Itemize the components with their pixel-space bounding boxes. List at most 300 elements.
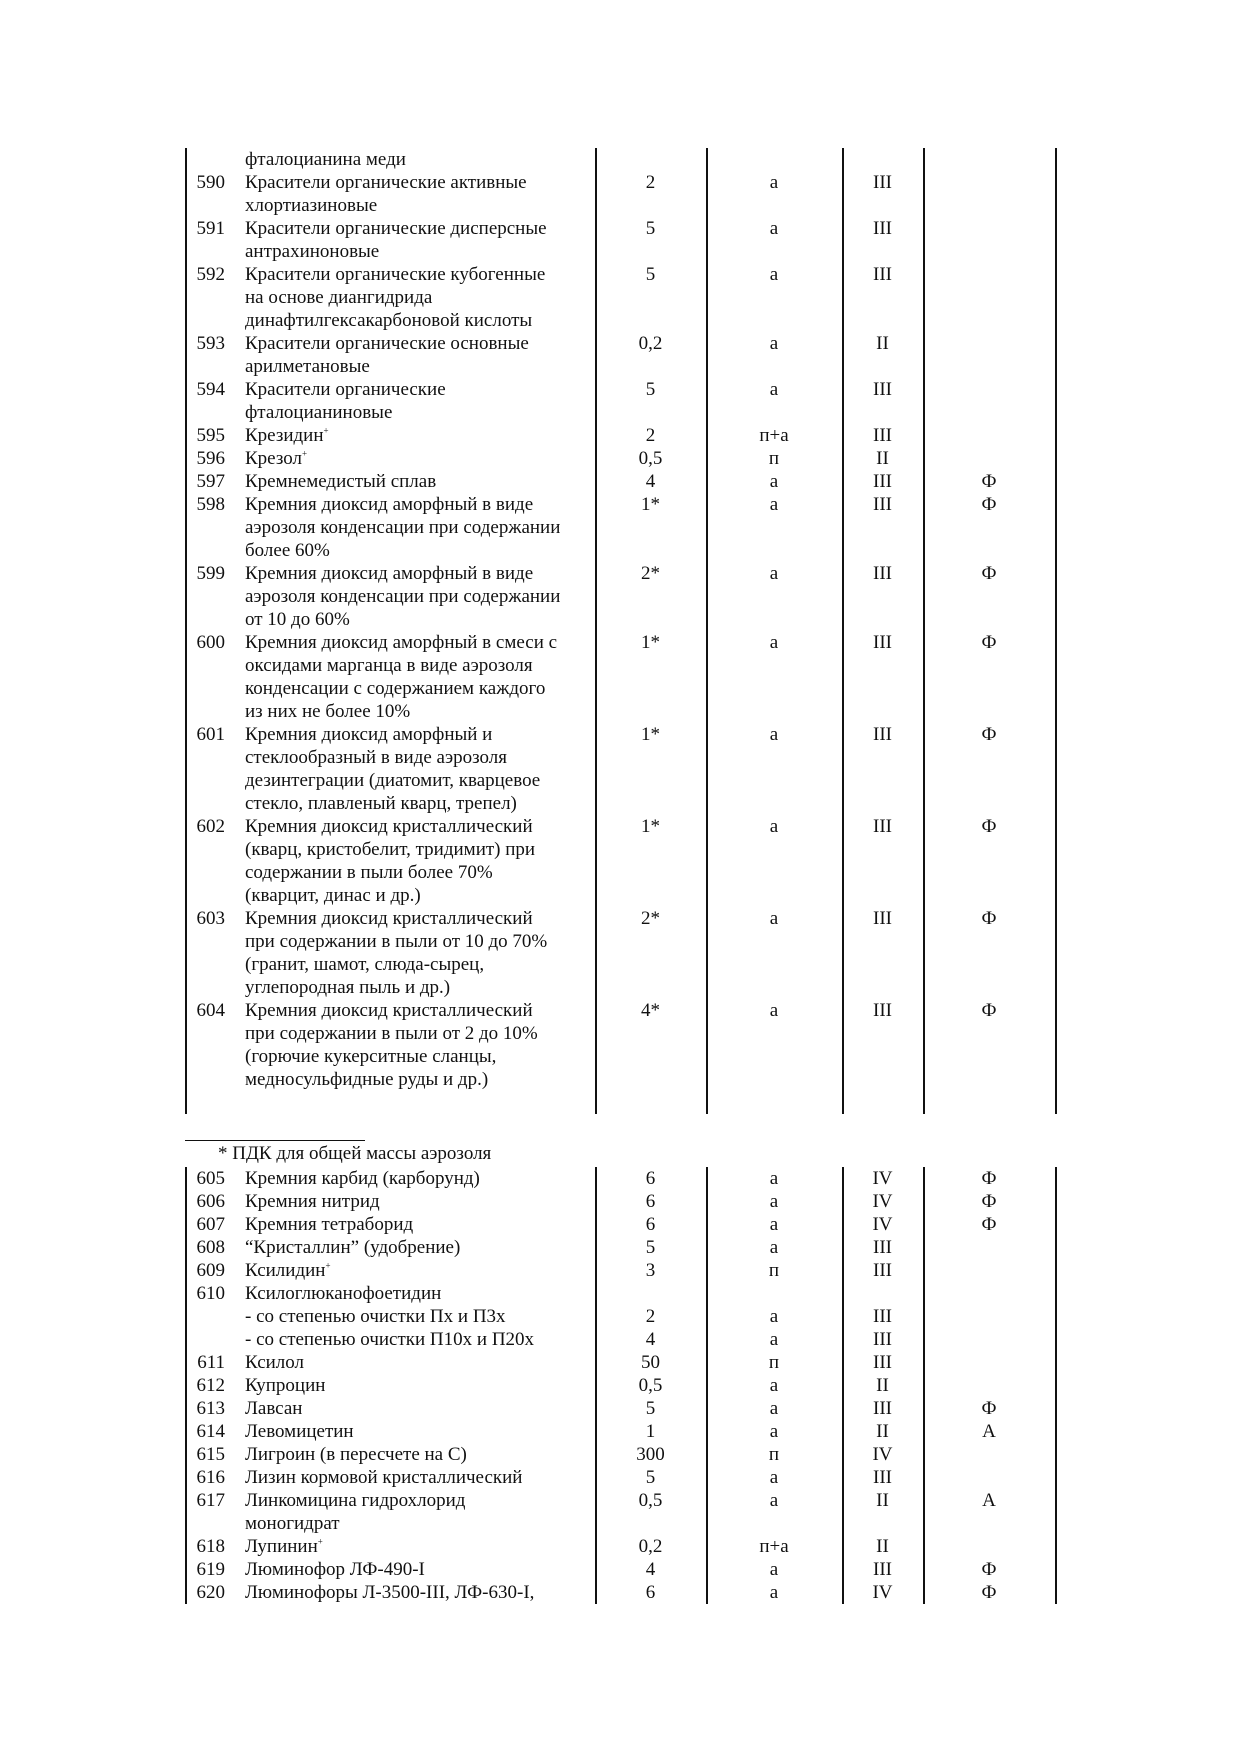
row-number: 611 xyxy=(197,1352,225,1373)
hazard-class: III xyxy=(873,425,892,446)
table-row xyxy=(185,263,1062,332)
effect-feature xyxy=(923,1443,1055,1466)
aggregate-state xyxy=(706,1282,842,1305)
aggregate-state: а xyxy=(769,471,779,492)
substance-name-line: Красители органические дисперсные xyxy=(245,218,547,239)
substance-name-line: Кремния диоксид кристаллический xyxy=(245,1000,533,1021)
hazard-class: III xyxy=(873,1467,892,1488)
effect-feature xyxy=(923,263,1055,332)
row-number: 616 xyxy=(196,1467,225,1488)
effect-feature xyxy=(923,1466,1055,1489)
row-number: 594 xyxy=(196,379,225,400)
aggregate-state: а xyxy=(769,218,779,239)
hazard-class: III xyxy=(873,632,892,653)
substance-name xyxy=(235,907,595,999)
table-row xyxy=(185,723,1062,815)
hazard-class: IV xyxy=(872,1582,893,1603)
substance-name-line: (кварцит, динас и др.) xyxy=(245,885,421,906)
substance-name-line: Красители органические кубогенные xyxy=(245,264,546,285)
row-number: 609 xyxy=(196,1260,225,1281)
row-number: 596 xyxy=(196,448,225,469)
table-row xyxy=(185,1351,1062,1374)
table-row xyxy=(185,1581,1062,1604)
column-divider xyxy=(706,1167,708,1604)
table-row xyxy=(185,1305,1062,1328)
substance-name-line: Кремния диоксид аморфный в виде xyxy=(245,494,534,515)
substance-name xyxy=(235,1213,595,1236)
substance-name-line: Кремния диоксид аморфный в смеси с xyxy=(245,632,558,653)
effect-feature xyxy=(923,1236,1055,1259)
effect-feature: А xyxy=(982,1490,996,1511)
hazard-class xyxy=(842,148,923,171)
substance-name xyxy=(235,1190,595,1213)
row-number: 620 xyxy=(196,1582,225,1603)
footnote-rule xyxy=(185,1140,365,1141)
effect-feature xyxy=(923,1351,1055,1374)
pdk-value: 0,2 xyxy=(638,1536,663,1557)
row-number: 597 xyxy=(196,471,225,492)
substance-name-line: Красители органические активные xyxy=(245,172,527,193)
aggregate-state: п xyxy=(768,1352,780,1373)
row-number: 606 xyxy=(196,1191,225,1212)
column-divider xyxy=(923,1167,925,1604)
substance-name xyxy=(235,1305,595,1328)
substance-name xyxy=(235,631,595,723)
effect-feature xyxy=(923,1328,1055,1351)
substance-name-line: Лизин кормовой кристаллический xyxy=(245,1467,523,1488)
column-divider xyxy=(842,148,844,1114)
superscript-mark: + xyxy=(317,1536,323,1547)
pdk-value: 0,2 xyxy=(638,333,663,354)
hazard-class: III xyxy=(873,471,892,492)
row-number: 602 xyxy=(196,816,225,837)
substance-name-line: аэрозоля конденсации при содержании xyxy=(245,586,561,607)
table-row xyxy=(185,1213,1062,1236)
table-row xyxy=(185,171,1062,217)
substance-name-line: Кремния диоксид аморфный и xyxy=(245,724,493,745)
aggregate-state: а xyxy=(769,1582,779,1603)
substance-name-line: Лавсан xyxy=(245,1398,303,1419)
table-row xyxy=(185,1374,1062,1397)
table-row xyxy=(185,1236,1062,1259)
substance-name xyxy=(235,815,595,907)
effect-feature: А xyxy=(982,1421,996,1442)
superscript-mark: + xyxy=(301,448,308,459)
aggregate-state: а xyxy=(769,1237,779,1258)
row-number: 592 xyxy=(196,264,225,285)
hazard-class: II xyxy=(876,1490,889,1511)
hazard-class: III xyxy=(873,1000,892,1021)
pdk-value: 4 xyxy=(645,1329,656,1350)
table-row xyxy=(185,1328,1062,1351)
substance-name xyxy=(235,1167,595,1190)
row-number xyxy=(185,148,235,171)
hazard-class: IV xyxy=(872,1191,893,1212)
row-number xyxy=(185,1328,235,1351)
substance-name xyxy=(235,263,595,332)
pdk-value: 1* xyxy=(641,632,660,653)
substance-name-line: на основе диангидрида xyxy=(245,287,433,308)
aggregate-state: п xyxy=(768,1444,780,1465)
table-border-right xyxy=(1055,148,1057,1114)
effect-feature: Ф xyxy=(981,1168,997,1189)
column-divider xyxy=(706,148,708,1114)
effect-feature: Ф xyxy=(981,1559,997,1580)
table-row xyxy=(185,470,1062,493)
row-number: 598 xyxy=(196,494,225,515)
effect-feature: Ф xyxy=(981,471,997,492)
table-row xyxy=(185,1397,1062,1420)
substance-name-line: Люминофор ЛФ-490-I xyxy=(245,1559,425,1580)
pdk-value: 6 xyxy=(645,1191,656,1212)
hazard-class: II xyxy=(876,333,889,354)
hazard-class: IV xyxy=(872,1444,893,1465)
effect-feature xyxy=(923,217,1055,263)
column-divider xyxy=(595,148,597,1114)
substance-name-line: Кремнемедистый сплав xyxy=(245,471,437,492)
substance-name-line: Ксилоглюканофоетидин xyxy=(245,1283,442,1304)
aggregate-state: а xyxy=(769,724,779,745)
substance-name-line: Кремния диоксид кристаллический xyxy=(245,908,533,929)
row-number: 599 xyxy=(196,563,225,584)
pdk-value: 4 xyxy=(645,471,656,492)
effect-feature: Ф xyxy=(981,908,997,929)
aggregate-state: а xyxy=(769,1467,779,1488)
effect-feature: Ф xyxy=(981,1000,997,1021)
aggregate-state: а xyxy=(769,1306,779,1327)
substance-name xyxy=(235,1282,595,1305)
substance-name xyxy=(235,1466,595,1489)
effect-feature: Ф xyxy=(981,724,997,745)
pdk-value: 6 xyxy=(645,1582,656,1603)
pdk-value: 4* xyxy=(641,1000,660,1021)
hazard-class: III xyxy=(873,1260,892,1281)
pdk-value: 5 xyxy=(645,1237,656,1258)
aggregate-state: а xyxy=(769,1168,779,1189)
pdk-value: 5 xyxy=(645,1398,656,1419)
substance-name-line: моногидрат xyxy=(245,1513,340,1534)
hazard-class: III xyxy=(873,563,892,584)
aggregate-state: а xyxy=(769,1559,779,1580)
row-number: 618 xyxy=(196,1536,225,1557)
substance-name xyxy=(235,723,595,815)
aggregate-state xyxy=(706,148,842,171)
substance-name xyxy=(235,1397,595,1420)
pdk-value xyxy=(595,148,706,171)
row-number: 610 xyxy=(196,1283,225,1304)
hazard-class: III xyxy=(873,1398,892,1419)
hazard-class: IV xyxy=(872,1168,893,1189)
effect-feature: Ф xyxy=(981,563,997,584)
hazard-class: III xyxy=(873,172,892,193)
substance-name xyxy=(235,470,595,493)
pdk-value: 6 xyxy=(645,1214,656,1235)
row-number: 608 xyxy=(196,1237,225,1258)
substance-name-line: Линкомицина гидрохлорид xyxy=(245,1490,466,1511)
substance-name-line: Левомицетин xyxy=(245,1421,354,1442)
table-row xyxy=(185,1466,1062,1489)
effect-feature xyxy=(923,1374,1055,1397)
substance-name-line: фталоцианина меди xyxy=(245,149,406,170)
pdk-value: 0,5 xyxy=(638,448,663,469)
aggregate-state: а xyxy=(769,494,779,515)
table-row xyxy=(185,631,1062,723)
substance-name xyxy=(235,148,595,171)
effect-feature: Ф xyxy=(981,1398,997,1419)
effect-feature xyxy=(923,447,1055,470)
pdk-value: 5 xyxy=(645,218,656,239)
substance-name xyxy=(235,1535,595,1558)
row-number: 595 xyxy=(196,425,225,446)
substance-name-line: Красители органические основные xyxy=(245,333,529,354)
hazard-class: III xyxy=(873,1306,892,1327)
substance-name-line: Кремния тетраборид xyxy=(245,1214,414,1235)
effect-feature xyxy=(923,1535,1055,1558)
substance-name-line: Крезидин+ xyxy=(245,425,329,446)
row-number xyxy=(185,1305,235,1328)
hazard-class: IV xyxy=(872,1214,893,1235)
table-row xyxy=(185,217,1062,263)
effect-feature xyxy=(923,1305,1055,1328)
superscript-mark: + xyxy=(323,425,329,436)
table-row xyxy=(185,378,1062,424)
hazard-class: II xyxy=(876,1536,889,1557)
effect-feature xyxy=(923,171,1055,217)
substance-name xyxy=(235,1351,595,1374)
table-row xyxy=(185,1167,1062,1190)
effect-feature xyxy=(923,424,1055,447)
substance-name xyxy=(235,171,595,217)
substance-name-line: Ксилидин+ xyxy=(245,1260,331,1281)
hazard-class: II xyxy=(876,448,889,469)
effect-feature xyxy=(923,332,1055,378)
substance-name xyxy=(235,999,595,1091)
substance-name xyxy=(235,1443,595,1466)
pdk-value xyxy=(595,1282,706,1305)
substance-name-line: (кварц, кристобелит, тридимит) при xyxy=(245,839,536,860)
substance-name-line: Кремния карбид (карборунд) xyxy=(245,1168,480,1189)
substance-name xyxy=(235,1489,595,1535)
table-row xyxy=(185,1489,1062,1535)
aggregate-state: п+а xyxy=(759,1536,789,1557)
pdk-value: 5 xyxy=(645,1467,656,1488)
aggregate-state: а xyxy=(769,1000,779,1021)
substance-name-line: (горючие кукерситные сланцы, xyxy=(245,1046,497,1067)
table-row xyxy=(185,999,1062,1091)
hazard-class: III xyxy=(873,264,892,285)
aggregate-state: а xyxy=(769,379,779,400)
hazard-class: III xyxy=(873,494,892,515)
effect-feature xyxy=(923,1259,1055,1282)
pdk-value: 3 xyxy=(645,1260,656,1281)
pdk-value: 2 xyxy=(645,1306,656,1327)
hazard-class: III xyxy=(873,908,892,929)
aggregate-state: а xyxy=(769,908,779,929)
column-divider xyxy=(923,148,925,1114)
pdk-value: 5 xyxy=(645,264,656,285)
table-row xyxy=(185,907,1062,999)
table-row xyxy=(185,1443,1062,1466)
substance-name-line: конденсации с содержанием каждого xyxy=(245,678,546,699)
superscript-mark: + xyxy=(325,1260,331,1271)
row-number: 601 xyxy=(196,724,225,745)
table-row xyxy=(185,1420,1062,1443)
aggregate-state: а xyxy=(769,333,779,354)
aggregate-state: а xyxy=(769,1375,779,1396)
row-number: 615 xyxy=(196,1444,225,1465)
substance-name xyxy=(235,562,595,631)
substance-table-part-1 xyxy=(185,148,1062,1114)
hazard-class: III xyxy=(873,816,892,837)
substance-name-line: от 10 до 60% xyxy=(245,609,350,630)
table-row xyxy=(185,332,1062,378)
substance-name xyxy=(235,332,595,378)
substance-name-line: антрахиноновые xyxy=(245,241,380,262)
substance-name xyxy=(235,1581,595,1604)
substance-name-line: Кремния диоксид кристаллический xyxy=(245,816,533,837)
substance-name xyxy=(235,447,595,470)
column-divider xyxy=(842,1167,844,1604)
aggregate-state: а xyxy=(769,264,779,285)
substance-name xyxy=(235,1236,595,1259)
substance-name xyxy=(235,1420,595,1443)
table-row xyxy=(185,1190,1062,1213)
substance-name-line: при содержании в пыли от 10 до 70% xyxy=(245,931,548,952)
hazard-class xyxy=(842,1282,923,1305)
table-row xyxy=(185,562,1062,631)
substance-name-line: Кремния нитрид xyxy=(245,1191,380,1212)
aggregate-state: а xyxy=(769,1191,779,1212)
substance-name-line: при содержании в пыли от 2 до 10% xyxy=(245,1023,538,1044)
pdk-value: 1* xyxy=(641,816,660,837)
substance-name-line: более 60% xyxy=(245,540,330,561)
substance-name-line: Крезол+ xyxy=(245,448,308,469)
pdk-value: 2 xyxy=(645,172,656,193)
substance-name-line: дезинтеграции (диатомит, кварцевое xyxy=(245,770,541,791)
table-row xyxy=(185,493,1062,562)
row-number: 593 xyxy=(196,333,225,354)
substance-name-line: содержании в пыли более 70% xyxy=(245,862,493,883)
row-number: 614 xyxy=(196,1421,225,1442)
substance-name xyxy=(235,493,595,562)
pdk-value: 0,5 xyxy=(638,1375,663,1396)
aggregate-state: а xyxy=(769,1421,779,1442)
hazard-class: III xyxy=(873,1237,892,1258)
substance-name-line: Ксилол xyxy=(245,1352,305,1373)
hazard-class: III xyxy=(873,1329,892,1350)
pdk-value: 50 xyxy=(641,1352,660,1373)
row-number: 604 xyxy=(196,1000,225,1021)
substance-name-line: арилметановые xyxy=(245,356,370,377)
aggregate-state: п xyxy=(768,1260,780,1281)
substance-name-line: - со степенью очистки П10х и П20х xyxy=(245,1329,535,1350)
table-row xyxy=(185,815,1062,907)
hazard-class: III xyxy=(873,1352,892,1373)
effect-feature: Ф xyxy=(981,1582,997,1603)
row-number: 591 xyxy=(196,218,225,239)
row-number: 603 xyxy=(196,908,225,929)
hazard-class: III xyxy=(873,1559,892,1580)
table-row xyxy=(185,1259,1062,1282)
table-border-left xyxy=(185,148,187,1114)
substance-name-line: оксидами марганца в виде аэрозоля xyxy=(245,655,533,676)
aggregate-state: а xyxy=(769,563,779,584)
row-number: 605 xyxy=(196,1168,225,1189)
hazard-class: II xyxy=(876,1421,889,1442)
substance-name-line: фталоцианиновые xyxy=(245,402,393,423)
effect-feature: Ф xyxy=(981,1191,997,1212)
hazard-class: III xyxy=(873,218,892,239)
substance-name xyxy=(235,1558,595,1581)
substance-name-line: Лупинин+ xyxy=(245,1536,323,1557)
effect-feature: Ф xyxy=(981,632,997,653)
pdk-value: 2* xyxy=(641,563,660,584)
hazard-class: III xyxy=(873,379,892,400)
effect-feature: Ф xyxy=(981,494,997,515)
row-number: 590 xyxy=(196,172,225,193)
row-number: 613 xyxy=(196,1398,225,1419)
table-border-right xyxy=(1055,1167,1057,1604)
row-number: 617 xyxy=(196,1490,225,1511)
substance-table-part-2 xyxy=(185,1167,1062,1604)
substance-name xyxy=(235,1259,595,1282)
column-divider xyxy=(595,1167,597,1604)
aggregate-state: а xyxy=(769,1490,779,1511)
aggregate-state: п+а xyxy=(759,425,789,446)
pdk-value: 0,5 xyxy=(638,1490,663,1511)
hazard-class: II xyxy=(876,1375,889,1396)
table-row xyxy=(185,447,1062,470)
table-row xyxy=(185,424,1062,447)
substance-name xyxy=(235,1328,595,1351)
effect-feature xyxy=(923,148,1055,171)
aggregate-state: а xyxy=(769,1214,779,1235)
aggregate-state: а xyxy=(769,1329,779,1350)
pdk-value: 1* xyxy=(641,494,660,515)
row-number: 619 xyxy=(196,1559,225,1580)
substance-name xyxy=(235,217,595,263)
substance-name xyxy=(235,378,595,424)
substance-name-line: Кремния диоксид аморфный в виде xyxy=(245,563,534,584)
substance-name-line: динафтилгексакарбоновой кислоты xyxy=(245,310,533,331)
substance-name xyxy=(235,424,595,447)
effect-feature xyxy=(923,1282,1055,1305)
substance-name-line: Красители органические xyxy=(245,379,446,400)
table-row xyxy=(185,148,1062,171)
substance-name-line: Купроцин xyxy=(245,1375,326,1396)
aggregate-state: а xyxy=(769,816,779,837)
effect-feature: Ф xyxy=(981,1214,997,1235)
substance-name-line: (гранит, шамот, слюда-сырец, xyxy=(245,954,485,975)
table-border-left xyxy=(185,1167,187,1604)
aggregate-state: а xyxy=(769,1398,779,1419)
substance-name-line: - со степенью очистки Пх и П3х xyxy=(245,1306,506,1327)
pdk-value: 300 xyxy=(636,1444,665,1465)
substance-name-line: Лигроин (в пересчете на С) xyxy=(245,1444,467,1465)
pdk-value: 4 xyxy=(645,1559,656,1580)
footnote: * ПДК для общей массы аэрозоля xyxy=(218,1143,492,1164)
substance-name-line: из них не более 10% xyxy=(245,701,411,722)
pdk-value: 1 xyxy=(645,1421,656,1442)
table-row xyxy=(185,1535,1062,1558)
substance-name-line: углепородная пыль и др.) xyxy=(245,977,451,998)
pdk-value: 5 xyxy=(645,379,656,400)
table-row xyxy=(185,1558,1062,1581)
aggregate-state: а xyxy=(769,632,779,653)
substance-name-line: “Кристаллин” (удобрение) xyxy=(245,1237,461,1258)
effect-feature xyxy=(923,378,1055,424)
pdk-value: 1* xyxy=(641,724,660,745)
